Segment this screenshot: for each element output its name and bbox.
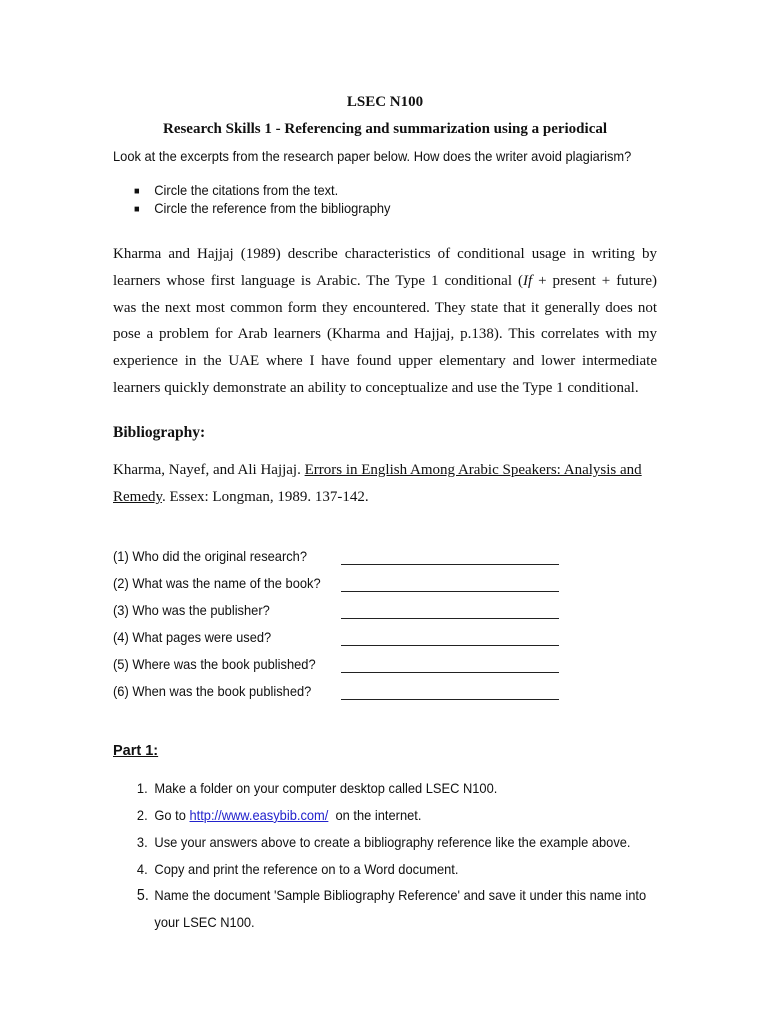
easybib-link[interactable]: http://www.easybib.com/ (189, 807, 329, 823)
question-1: (1) Who did the original research? (113, 548, 308, 564)
bullet-icon: ■ (134, 186, 140, 197)
bullet-icon: ■ (134, 204, 140, 215)
excerpt-line: was the next most common form they encountered. They state that it generally does not (113, 299, 657, 316)
excerpt-line: experience in the UAE where I have found upper elementary and lower intermediate (113, 353, 657, 370)
question-3: (3) Who was the publisher? (113, 602, 270, 618)
excerpt-line: Kharma and Hajjaj (1989) describe characteristics of conditional usage in writing by (113, 246, 657, 262)
research-excerpt (113, 241, 657, 402)
answer-line-1[interactable] (341, 564, 559, 565)
excerpt-line: pose a problem for Arab learners (Kharma and Hajjaj, p.138). This correlates with my (113, 326, 657, 343)
book-title: Remedy (113, 488, 163, 505)
instruction-text: Look at the excerpts from the research paper below. How does the writer avoid plagiarism? (113, 148, 632, 164)
step-2: 2. Go to http://www.easybib.com/ on the internet. (136, 807, 422, 823)
question-2: (2) What was the name of the book? (113, 575, 321, 591)
step-1: 1. Make a folder on your computer desktop called LSEC N100. (136, 780, 498, 796)
course-code: LSEC N100 (346, 94, 424, 110)
answer-line-3[interactable] (341, 618, 559, 619)
step-3: 3. Use your answers above to create a bibliography reference like the example above. (136, 834, 631, 850)
answer-line-4[interactable] (341, 645, 559, 646)
book-title: Errors in English Among Arabic Speakers: Analysis and (304, 462, 642, 478)
bullet-item: ■ Circle the reference from the bibliography (134, 200, 391, 216)
question-6: (6) When was the book published? (113, 683, 312, 699)
page-title: Research Skills 1 - Referencing and summarization using a periodical (162, 121, 608, 137)
bibliography-heading: Bibliography: (113, 424, 206, 441)
excerpt-line: learners whose first language is Arabic. The Type 1 conditional (If + present + future) (113, 272, 658, 289)
part1-heading: Part 1: (113, 743, 159, 759)
answer-line-5[interactable] (341, 672, 559, 673)
bibliography-reference: Kharma, Nayef, and Ali Hajjaj. Errors in English Among Arabic Speakers: Analysis and Remedy. Essex: Longman, 1989. 137-142. (113, 462, 642, 505)
step-5-continued: your LSEC N100. (154, 914, 255, 930)
question-4: (4) What pages were used? (113, 629, 272, 645)
bullet-item: ■ Circle the citations from the text. (134, 182, 339, 198)
step-4: 4. Copy and print the reference on to a Word document. (136, 861, 459, 877)
excerpt-line: learners quickly demonstrate an ability to conceptualize and use the Type 1 conditional. (113, 379, 639, 396)
answer-line-2[interactable] (341, 591, 559, 592)
answer-line-6[interactable] (341, 699, 559, 700)
step-5: 5. Name the document 'Sample Bibliography Reference' and save it under this name into (136, 887, 647, 904)
question-5: (5) Where was the book published? (113, 656, 316, 672)
